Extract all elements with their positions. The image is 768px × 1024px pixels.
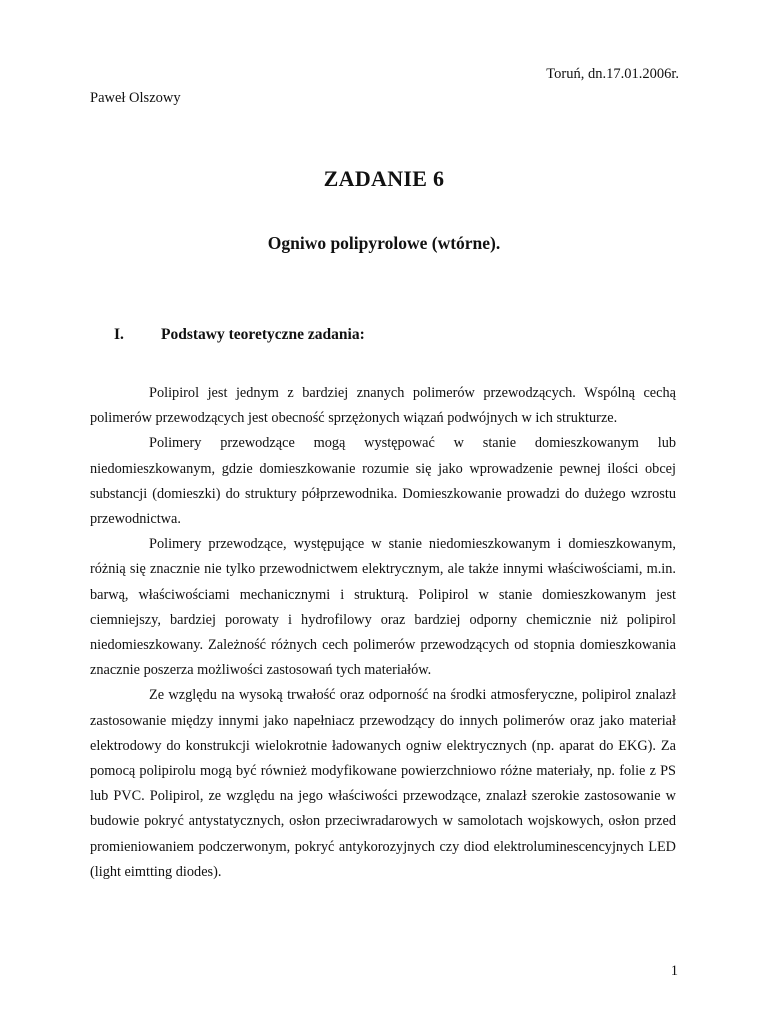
paragraph-2: Polimery przewodzące mogą występować w stanie domieszkowanym lub niedomieszkowanym, gdzie domieszkowanie rozumie się jako wprowadzenie pewnej ilości obcej substancji (domieszki) do struktury półprzewodnika. Domieszkowanie prowadzi do dużego wzrostu przewodnictwa. [90,435,676,528]
body-text [90,381,676,885]
section-number: I. [114,326,124,343]
place-and-date: Toruń, dn.17.01.2006r. [546,66,679,82]
section-heading [114,326,365,344]
paragraph-1: Polipirol jest jednym z bardziej znanych polimerów przewodzących. Wspólną cechą polimerów przewodzących jest obecność sprzężonych wiązań podwójnych w ich strukturze. [90,385,676,427]
document-title: ZADANIE 6 [323,166,445,191]
paragraph-3: Polimery przewodzące, występujące w stanie niedomieszkowanym i domieszkowanym, różnią się znacznie nie tylko przewodnictwem elektrycznym, ale także innymi właściwościami, m.in. barwą, właściwościami mechanicznymi i strukturą. Polipirol w stanie domieszkowanym jest ciemniejszy, bardziej porowaty i hydrofilowy oraz bardziej odporny chemicznie niż polipirol niedomieszkowany. Zależność różnych cech polimerów przewodzących od stopnia domieszkowania znacznie poszerza możliwości zastosowań tych materiałów. [90,536,676,679]
author-name: Paweł Olszowy [90,90,181,106]
paragraph-4: Ze względu na wysoką trwałość oraz odporność na środki atmosferyczne, polipirol znalazł zastosowanie między innymi jako napełniacz przewodzący do innych polimerów oraz jako materiał elektrodowy do konstrukcji wielokrotnie ładowanych ogniw elektrycznych (np. aparat do EKG). Za pomocą polipirolu mogą być również modyfikowane powierzchniowo różne materiały, np. folie z PS lub PVC. Polipirol, ze względu na jego właściwości przewodzące, znalazł szerokie zastosowanie w budowie pokryć antystatycznych, osłon przeciwradarowych w samolotach wojskowych, osłon przed promieniowaniem podczerwonym, pokryć antykorozyjnych czy diod elektroluminescencyjnych LED (light eimtting diodes). [90,687,676,880]
document-subtitle: Ogniwo polipyrolowe (wtórne). [267,233,501,253]
section-heading-text: Podstawy teoretyczne zadania: [161,326,365,343]
page-number: 1 [670,963,678,979]
